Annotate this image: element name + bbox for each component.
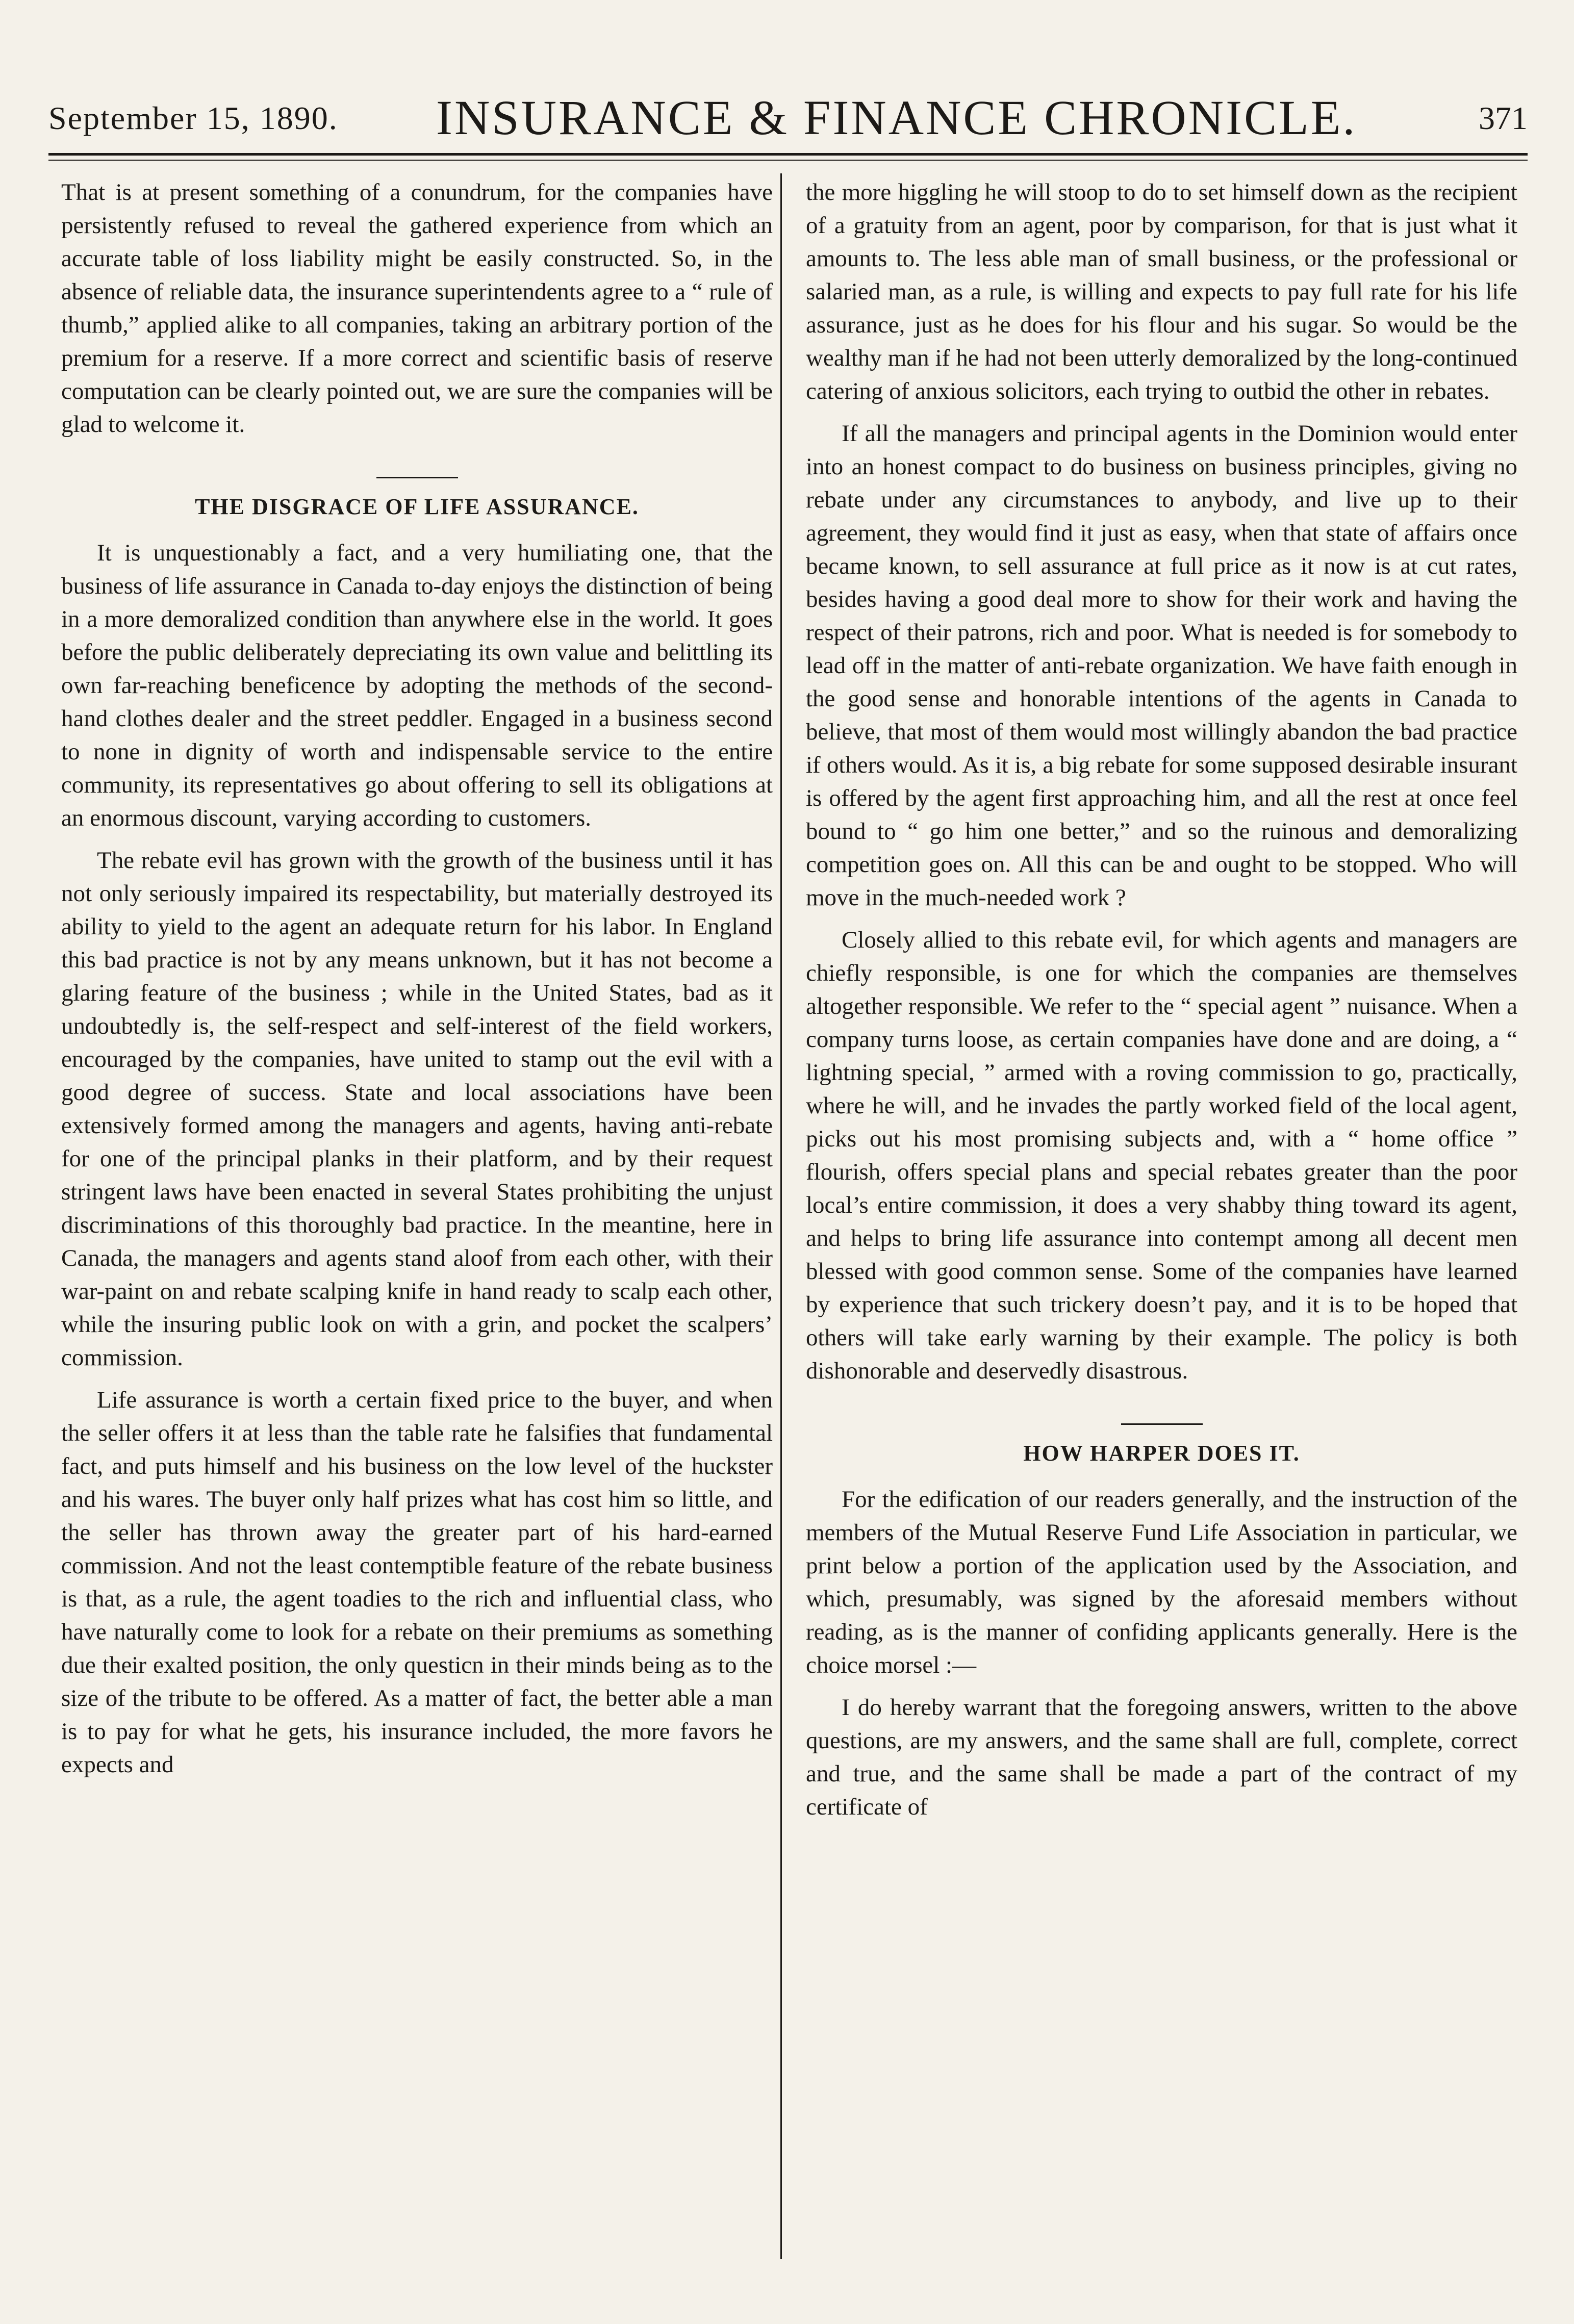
issue-date: September 15, 1890.: [48, 100, 338, 136]
page-header: [48, 87, 1528, 148]
publication-title: INSURANCE & FINANCE CHRONICLE.: [436, 90, 1357, 145]
right-column: [806, 176, 1517, 2257]
intro-paragraph: That is at present something of a conundrum, for the companies have persistently refused to reveal the gathered experience from which an accurate table of loss liability might be easily constructed. So, in the absence of reliable data, the insurance superintendents agree to a “ rule of thumb,” applied alike to all companies, taking an arbitrary portion of the premium for a reserve. If a more correct and scientific basis of reserve computation can be clearly pointed out, we are sure the companies will be glad to welcome it.: [61, 179, 773, 438]
quoted-application-text: I do hereby warrant that the foregoing answers, written to the above questions, are my answers, and the same shall are full, complete, correct and true, and the same shall be made a part of the contract of my certificate of: [806, 1694, 1517, 1820]
article-paragraph: the more higgling he will stoop to do to set himself down as the recipient of a gratuity from an agent, poor by comparison, for that is just what it amounts to. The less able man of small business, or the professional or salaried man, as a rule, is willing and expects to pay full rate for his life assurance, just as he does for his flour and his sugar. So would be the wealthy man if he had not been utterly demoralized by the long-continued catering of anxious solicitors, each trying to outbid the other in rebates.: [806, 179, 1517, 404]
article-paragraph: Life assurance is worth a certain fixed price to the buyer, and when the seller offers it at less than the table rate he falsifies that fundamental fact, and puts himself and his business on the low level of the huckster and his wares. The buyer only half prizes what has cost him so little, and the seller has thrown away the greater part of his hard-earned commission. And not the least contemptible feature of the rebate business is that, as a rule, the agent toadies to the rich and influential class, who have naturally come to look for a rebate on their premiums as something due their exalted position, the only questicn in their minds being as to the size of the tribute to be offered. As a matter of fact, the better able a man is to pay for what he gets, his insurance included, the more favors he expects and: [61, 1387, 773, 1778]
section-divider: [1121, 1423, 1203, 1425]
article-paragraph: It is unquestionably a fact, and a very humiliating one, that the business of life assurance in Canada to-day enjoys the distinction of being in a more demoralized condition than anywhere else in the world. It goes before the public deliberately depreciating its own value and belittling its own far-reaching beneficence by adopting the methods of the second-hand clothes dealer and the street peddler. Engaged in a business second to none in dignity of worth and indispensable service to the entire community, its representatives go about offering to sell its obligations at an enormous discount, varying according to customers.: [61, 540, 773, 831]
article-paragraph: For the edification of our readers generally, and the instruction of the members of the Mutual Reserve Fund Life Association in particular, we print below a portion of the application used by the Association, and which, presumably, was signed by the aforesaid members without reading, as is the manner of confiding applicants generally. Here is the choice morsel :—: [806, 1486, 1517, 1678]
article-paragraph: Closely allied to this rebate evil, for which agents and managers are chiefly responsible, is one for which the companies are themselves altogether responsible. We refer to the “ special agent ” nuisance. When a company turns loose, as certain companies have done and are doing, a “ lightning special, ” armed with a roving commission to go, practically, where he will, and he invades the partly worked field of the local agent, picks out his most promising subjects and, with a “ home office ” flourish, offers special plans and special rebates greater than the poor local’s entire commission, it does a very shabby thing toward its agent, and helps to bring life assurance into contempt among all decent men blessed with good common sense. Some of the companies have learned by experience that such trickery doesn’t pay, and it is to be hoped that others will take early warning by their example. The policy is both dishonorable and deservedly disastrous.: [806, 927, 1517, 1384]
article-paragraph: If all the managers and principal agents in the Dominion would enter into an honest compact to do business on business principles, giving no rebate under any circumstances to anybody, and live up to their agreement, they would find it just as easy, when that state of affairs once became known, to sell assurance at full price as it now is at cut rates, besides having a good deal more to show for their work and having the respect of their patrons, rich and poor. What is needed is for somebody to lead off in the matter of anti-rebate organization. We have faith enough in the good sense and honorable intentions of the agents in Canada to believe, that most of them would most willingly abandon the bad practice if others would. As it is, a big rebate for some supposed desirable insurant is offered by the agent first approaching him, and all the rest at once feel bound to “ go him one better,” and so the ruinous and demoralizing competition goes on. All this can be and ought to be stopped. Who will move in the much-needed work ?: [806, 420, 1517, 911]
left-column: [61, 176, 773, 2257]
article-heading-disgrace: THE DISGRACE OF LIFE ASSURANCE.: [195, 494, 639, 519]
header-rule: [48, 153, 1528, 156]
article-heading-harper: HOW HARPER DOES IT.: [1023, 1441, 1300, 1466]
column-divider: [780, 173, 782, 2259]
header-rule-thin: [48, 160, 1528, 161]
page-number: 371: [1479, 100, 1528, 136]
article-paragraph: The rebate evil has grown with the growth of the business until it has not only seriously impaired its respectability, but materially destroyed its ability to yield to the agent an adequate return for his labor. In England this bad practice is not by any means unknown, but it has not become a glaring feature of the business ; while in the United States, bad as it undoubtedly is, the self-respect and self-interest of the field workers, encouraged by the companies, have united to stamp out the evil with a good degree of success. State and local associations have been extensively formed among the managers and agents, having anti-rebate for one of the principal planks in their platform, and by their request stringent laws have been enacted in several States prohibiting the unjust discriminations of this thoroughly bad practice. In the meantine, here in Canada, the managers and agents stand aloof from each other, with their war-paint on and rebate scalping knife in hand ready to scalp each other, while the insuring public look on with a grin, and pocket the scalpers’ commission.: [61, 847, 773, 1371]
section-divider: [376, 477, 458, 478]
